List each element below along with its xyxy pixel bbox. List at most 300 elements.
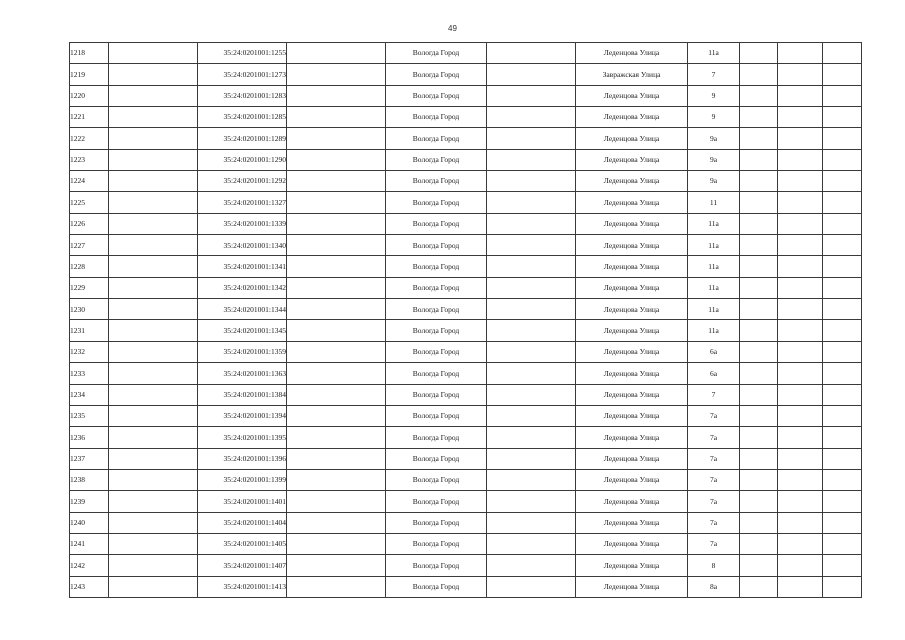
house-number-cell: 9: [688, 107, 740, 128]
blank-cell: [109, 43, 198, 64]
cadastral-number-cell: 35:24:0201001:1399: [198, 469, 287, 490]
blank-cell: [109, 384, 198, 405]
blank-cell: [778, 427, 823, 448]
city-cell: Вологда Город: [386, 256, 487, 277]
blank-cell: [823, 213, 862, 234]
blank-cell: [287, 576, 386, 597]
blank-cell: [740, 341, 778, 362]
blank-cell: [740, 576, 778, 597]
table-row: [70, 43, 862, 64]
street-cell: Леденцова Улица: [576, 128, 688, 149]
blank-cell: [287, 85, 386, 106]
blank-cell: [823, 256, 862, 277]
blank-cell: [487, 235, 576, 256]
blank-cell: [740, 277, 778, 298]
house-number-cell: 6а: [688, 341, 740, 362]
blank-cell: [287, 128, 386, 149]
blank-cell: [740, 213, 778, 234]
blank-cell: [487, 85, 576, 106]
blank-cell: [109, 427, 198, 448]
table-row: [70, 491, 862, 512]
cadastral-number-cell: 35:24:0201001:1255: [198, 43, 287, 64]
blank-cell: [778, 299, 823, 320]
blank-cell: [740, 555, 778, 576]
blank-cell: [740, 512, 778, 533]
blank-cell: [823, 469, 862, 490]
table-row: [70, 555, 862, 576]
street-cell: Леденцова Улица: [576, 43, 688, 64]
row-number-cell: 1229: [70, 277, 109, 298]
row-number-cell: 1226: [70, 213, 109, 234]
blank-cell: [740, 107, 778, 128]
street-cell: Леденцова Улица: [576, 469, 688, 490]
house-number-cell: 11а: [688, 235, 740, 256]
blank-cell: [740, 320, 778, 341]
table-row: [70, 320, 862, 341]
blank-cell: [287, 491, 386, 512]
house-number-cell: 11а: [688, 277, 740, 298]
blank-cell: [287, 427, 386, 448]
blank-cell: [487, 448, 576, 469]
cadastral-number-cell: 35:24:0201001:1413: [198, 576, 287, 597]
blank-cell: [109, 171, 198, 192]
city-cell: Вологда Город: [386, 363, 487, 384]
blank-cell: [740, 149, 778, 170]
row-number-cell: 1221: [70, 107, 109, 128]
city-cell: Вологда Город: [386, 384, 487, 405]
street-cell: Леденцова Улица: [576, 85, 688, 106]
row-number-cell: 1239: [70, 491, 109, 512]
cadastral-number-cell: 35:24:0201001:1405: [198, 533, 287, 554]
blank-cell: [778, 448, 823, 469]
blank-cell: [487, 64, 576, 85]
city-cell: Вологда Город: [386, 341, 487, 362]
blank-cell: [287, 384, 386, 405]
blank-cell: [487, 341, 576, 362]
table-row: [70, 576, 862, 597]
blank-cell: [487, 576, 576, 597]
blank-cell: [823, 427, 862, 448]
row-number-cell: 1230: [70, 299, 109, 320]
city-cell: Вологда Город: [386, 491, 487, 512]
blank-cell: [287, 469, 386, 490]
blank-cell: [778, 277, 823, 298]
row-number-cell: 1228: [70, 256, 109, 277]
cadastral-number-cell: 35:24:0201001:1404: [198, 512, 287, 533]
blank-cell: [823, 491, 862, 512]
house-number-cell: 9а: [688, 149, 740, 170]
blank-cell: [287, 277, 386, 298]
street-cell: Леденцова Улица: [576, 384, 688, 405]
table-row: [70, 85, 862, 106]
blank-cell: [778, 107, 823, 128]
blank-cell: [287, 555, 386, 576]
blank-cell: [823, 85, 862, 106]
blank-cell: [740, 533, 778, 554]
cadastral-number-cell: 35:24:0201001:1401: [198, 491, 287, 512]
blank-cell: [287, 107, 386, 128]
city-cell: Вологда Город: [386, 320, 487, 341]
blank-cell: [778, 43, 823, 64]
blank-cell: [823, 235, 862, 256]
street-cell: Леденцова Улица: [576, 512, 688, 533]
blank-cell: [109, 299, 198, 320]
blank-cell: [740, 299, 778, 320]
blank-cell: [778, 85, 823, 106]
street-cell: Завражская Улица: [576, 64, 688, 85]
blank-cell: [778, 64, 823, 85]
blank-cell: [487, 469, 576, 490]
blank-cell: [287, 363, 386, 384]
blank-cell: [823, 299, 862, 320]
house-number-cell: 9а: [688, 128, 740, 149]
blank-cell: [487, 555, 576, 576]
table-row: [70, 533, 862, 554]
city-cell: Вологда Город: [386, 85, 487, 106]
table-row: [70, 235, 862, 256]
cadastral-number-cell: 35:24:0201001:1283: [198, 85, 287, 106]
blank-cell: [109, 576, 198, 597]
blank-cell: [487, 277, 576, 298]
street-cell: Леденцова Улица: [576, 341, 688, 362]
blank-cell: [487, 213, 576, 234]
table-row: [70, 107, 862, 128]
house-number-cell: 11а: [688, 213, 740, 234]
street-cell: Леденцова Улица: [576, 320, 688, 341]
street-cell: Леденцова Улица: [576, 491, 688, 512]
blank-cell: [823, 320, 862, 341]
cadastral-number-cell: 35:24:0201001:1273: [198, 64, 287, 85]
cadastral-number-cell: 35:24:0201001:1327: [198, 192, 287, 213]
row-number-cell: 1224: [70, 171, 109, 192]
street-cell: Леденцова Улица: [576, 192, 688, 213]
table-row: [70, 384, 862, 405]
blank-cell: [287, 405, 386, 426]
blank-cell: [287, 43, 386, 64]
cadastral-number-cell: 35:24:0201001:1345: [198, 320, 287, 341]
row-number-cell: 1220: [70, 85, 109, 106]
blank-cell: [778, 363, 823, 384]
cadastral-number-cell: 35:24:0201001:1344: [198, 299, 287, 320]
city-cell: Вологда Город: [386, 213, 487, 234]
blank-cell: [778, 533, 823, 554]
house-number-cell: 11: [688, 192, 740, 213]
blank-cell: [740, 235, 778, 256]
blank-cell: [287, 213, 386, 234]
blank-cell: [487, 512, 576, 533]
city-cell: Вологда Город: [386, 299, 487, 320]
blank-cell: [778, 491, 823, 512]
blank-cell: [823, 171, 862, 192]
house-number-cell: 11а: [688, 320, 740, 341]
cadastral-number-cell: 35:24:0201001:1341: [198, 256, 287, 277]
blank-cell: [287, 512, 386, 533]
blank-cell: [109, 85, 198, 106]
table-row: [70, 427, 862, 448]
blank-cell: [778, 341, 823, 362]
street-cell: Леденцова Улица: [576, 405, 688, 426]
blank-cell: [487, 171, 576, 192]
blank-cell: [778, 171, 823, 192]
house-number-cell: 8: [688, 555, 740, 576]
cadastral-number-cell: 35:24:0201001:1407: [198, 555, 287, 576]
blank-cell: [487, 384, 576, 405]
blank-cell: [487, 149, 576, 170]
cadastral-number-cell: 35:24:0201001:1363: [198, 363, 287, 384]
house-number-cell: 7а: [688, 512, 740, 533]
blank-cell: [778, 192, 823, 213]
blank-cell: [823, 512, 862, 533]
row-number-cell: 1232: [70, 341, 109, 362]
street-cell: Леденцова Улица: [576, 363, 688, 384]
cadastral-number-cell: 35:24:0201001:1395: [198, 427, 287, 448]
city-cell: Вологда Город: [386, 277, 487, 298]
blank-cell: [778, 128, 823, 149]
blank-cell: [778, 576, 823, 597]
table-row: [70, 64, 862, 85]
cadastral-number-cell: 35:24:0201001:1342: [198, 277, 287, 298]
street-cell: Леденцова Улица: [576, 576, 688, 597]
street-cell: Леденцова Улица: [576, 555, 688, 576]
house-number-cell: 7: [688, 64, 740, 85]
city-cell: Вологда Город: [386, 448, 487, 469]
blank-cell: [823, 576, 862, 597]
house-number-cell: 8а: [688, 576, 740, 597]
blank-cell: [487, 363, 576, 384]
blank-cell: [740, 171, 778, 192]
house-number-cell: 9а: [688, 171, 740, 192]
table-row: [70, 341, 862, 362]
street-cell: Леденцова Улица: [576, 235, 688, 256]
blank-cell: [778, 405, 823, 426]
city-cell: Вологда Город: [386, 405, 487, 426]
table-row: [70, 363, 862, 384]
blank-cell: [778, 469, 823, 490]
house-number-cell: 11а: [688, 43, 740, 64]
city-cell: Вологда Город: [386, 107, 487, 128]
blank-cell: [109, 235, 198, 256]
blank-cell: [487, 405, 576, 426]
registry-table: [69, 42, 862, 598]
row-number-cell: 1233: [70, 363, 109, 384]
cadastral-number-cell: 35:24:0201001:1285: [198, 107, 287, 128]
blank-cell: [487, 43, 576, 64]
blank-cell: [823, 533, 862, 554]
blank-cell: [287, 171, 386, 192]
table-row: [70, 469, 862, 490]
cadastral-number-cell: 35:24:0201001:1339: [198, 213, 287, 234]
blank-cell: [740, 427, 778, 448]
city-cell: Вологда Город: [386, 427, 487, 448]
blank-cell: [109, 213, 198, 234]
city-cell: Вологда Город: [386, 192, 487, 213]
blank-cell: [109, 341, 198, 362]
row-number-cell: 1240: [70, 512, 109, 533]
blank-cell: [823, 341, 862, 362]
row-number-cell: 1219: [70, 64, 109, 85]
cadastral-number-cell: 35:24:0201001:1289: [198, 128, 287, 149]
blank-cell: [778, 320, 823, 341]
blank-cell: [109, 149, 198, 170]
blank-cell: [287, 299, 386, 320]
blank-cell: [740, 256, 778, 277]
blank-cell: [109, 469, 198, 490]
table-row: [70, 192, 862, 213]
city-cell: Вологда Город: [386, 469, 487, 490]
blank-cell: [109, 405, 198, 426]
blank-cell: [823, 149, 862, 170]
house-number-cell: 6а: [688, 363, 740, 384]
blank-cell: [487, 128, 576, 149]
row-number-cell: 1243: [70, 576, 109, 597]
blank-cell: [487, 107, 576, 128]
blank-cell: [109, 277, 198, 298]
street-cell: Леденцова Улица: [576, 149, 688, 170]
city-cell: Вологда Город: [386, 43, 487, 64]
blank-cell: [778, 213, 823, 234]
table-row: [70, 405, 862, 426]
blank-cell: [823, 363, 862, 384]
blank-cell: [487, 192, 576, 213]
house-number-cell: 7а: [688, 533, 740, 554]
street-cell: Леденцова Улица: [576, 277, 688, 298]
row-number-cell: 1236: [70, 427, 109, 448]
cadastral-number-cell: 35:24:0201001:1290: [198, 149, 287, 170]
blank-cell: [823, 555, 862, 576]
row-number-cell: 1242: [70, 555, 109, 576]
blank-cell: [740, 64, 778, 85]
blank-cell: [823, 448, 862, 469]
blank-cell: [740, 128, 778, 149]
blank-cell: [778, 235, 823, 256]
city-cell: Вологда Город: [386, 149, 487, 170]
blank-cell: [740, 363, 778, 384]
street-cell: Леденцова Улица: [576, 171, 688, 192]
blank-cell: [109, 363, 198, 384]
cadastral-number-cell: 35:24:0201001:1359: [198, 341, 287, 362]
street-cell: Леденцова Улица: [576, 107, 688, 128]
registry-table-body: [70, 43, 862, 598]
house-number-cell: 11а: [688, 299, 740, 320]
table-row: [70, 171, 862, 192]
blank-cell: [109, 512, 198, 533]
house-number-cell: 11а: [688, 256, 740, 277]
blank-cell: [778, 512, 823, 533]
blank-cell: [778, 384, 823, 405]
blank-cell: [287, 149, 386, 170]
blank-cell: [487, 320, 576, 341]
blank-cell: [287, 256, 386, 277]
blank-cell: [487, 256, 576, 277]
blank-cell: [287, 533, 386, 554]
blank-cell: [109, 128, 198, 149]
blank-cell: [823, 384, 862, 405]
blank-cell: [778, 555, 823, 576]
street-cell: Леденцова Улица: [576, 256, 688, 277]
blank-cell: [487, 299, 576, 320]
blank-cell: [740, 43, 778, 64]
row-number-cell: 1231: [70, 320, 109, 341]
blank-cell: [487, 427, 576, 448]
city-cell: Вологда Город: [386, 64, 487, 85]
row-number-cell: 1225: [70, 192, 109, 213]
blank-cell: [823, 277, 862, 298]
street-cell: Леденцова Улица: [576, 533, 688, 554]
city-cell: Вологда Город: [386, 512, 487, 533]
street-cell: Леденцова Улица: [576, 213, 688, 234]
blank-cell: [823, 192, 862, 213]
blank-cell: [823, 128, 862, 149]
row-number-cell: 1218: [70, 43, 109, 64]
cadastral-number-cell: 35:24:0201001:1396: [198, 448, 287, 469]
blank-cell: [740, 469, 778, 490]
row-number-cell: 1241: [70, 533, 109, 554]
blank-cell: [740, 491, 778, 512]
blank-cell: [778, 149, 823, 170]
table-row: [70, 277, 862, 298]
table-row: [70, 512, 862, 533]
table-row: [70, 299, 862, 320]
blank-cell: [823, 107, 862, 128]
city-cell: Вологда Город: [386, 576, 487, 597]
blank-cell: [287, 320, 386, 341]
street-cell: Леденцова Улица: [576, 427, 688, 448]
blank-cell: [487, 491, 576, 512]
house-number-cell: 7а: [688, 491, 740, 512]
blank-cell: [740, 405, 778, 426]
blank-cell: [823, 405, 862, 426]
blank-cell: [109, 64, 198, 85]
street-cell: Леденцова Улица: [576, 299, 688, 320]
house-number-cell: 7: [688, 384, 740, 405]
blank-cell: [740, 384, 778, 405]
cadastral-number-cell: 35:24:0201001:1394: [198, 405, 287, 426]
cadastral-number-cell: 35:24:0201001:1384: [198, 384, 287, 405]
street-cell: Леденцова Улица: [576, 448, 688, 469]
table-row: [70, 128, 862, 149]
house-number-cell: 7а: [688, 405, 740, 426]
blank-cell: [487, 533, 576, 554]
blank-cell: [287, 235, 386, 256]
blank-cell: [109, 107, 198, 128]
blank-cell: [287, 448, 386, 469]
table-row: [70, 256, 862, 277]
city-cell: Вологда Город: [386, 235, 487, 256]
blank-cell: [109, 555, 198, 576]
blank-cell: [287, 64, 386, 85]
blank-cell: [109, 491, 198, 512]
row-number-cell: 1238: [70, 469, 109, 490]
city-cell: Вологда Город: [386, 555, 487, 576]
blank-cell: [740, 192, 778, 213]
blank-cell: [109, 256, 198, 277]
table-row: [70, 149, 862, 170]
row-number-cell: 1223: [70, 149, 109, 170]
row-number-cell: 1235: [70, 405, 109, 426]
house-number-cell: 7а: [688, 469, 740, 490]
blank-cell: [287, 341, 386, 362]
blank-cell: [109, 448, 198, 469]
row-number-cell: 1237: [70, 448, 109, 469]
city-cell: Вологда Город: [386, 171, 487, 192]
table-row: [70, 213, 862, 234]
cadastral-number-cell: 35:24:0201001:1340: [198, 235, 287, 256]
blank-cell: [109, 192, 198, 213]
blank-cell: [740, 448, 778, 469]
city-cell: Вологда Город: [386, 533, 487, 554]
table-row: [70, 448, 862, 469]
row-number-cell: 1227: [70, 235, 109, 256]
